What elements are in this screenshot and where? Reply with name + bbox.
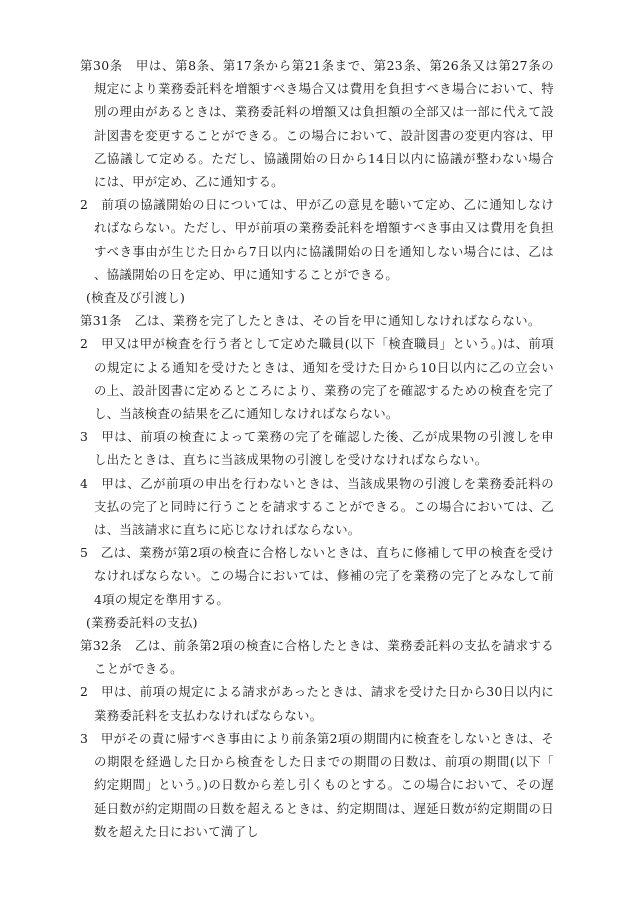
- article-31-item-5: 5 乙は、業務が第2項の検査に合格しないときは、直ちに修補して甲の検査を受けなければならない。この場合においては、修補の完了を業務の完了とみなして前4項の規定を準用する。: [80, 545, 554, 607]
- section-heading-payment: (業務委託料の支払): [86, 614, 198, 630]
- document-body: [80, 54, 554, 843]
- article-31: 第31条 乙は、業務を完了したときは、その旨を甲に通知しなければならない。: [80, 313, 541, 329]
- article-32-item-3: 3 甲がその責に帰すべき事由により前条第2項の期間内に検査をしないときは、その期限を経過した日から検査をした日までの期間の日数は、前項の期間(以下「約定期間」という。)の日数から差し引くものとする。この場合において、その遅延日数が約定期間の日数を超えるときは、約定期間は、遅延日数が約定期間の日数を超えた日において満了し: [80, 730, 554, 839]
- article-32: 第32条 乙は、前条第2項の検査に合格したときは、業務委託料の支払を請求することができる。: [80, 638, 554, 677]
- article-32-item-2: 2 甲は、前項の規定による請求があったときは、請求を受けた日から30日以内に業務委託料を支払わなければならない。: [80, 684, 554, 723]
- article-31-item-3: 3 甲は、前項の検査によって業務の完了を確認した後、乙が成果物の引渡しを申し出たときは、直ちに当該成果物の引渡しを受けなければならない。: [80, 429, 554, 468]
- section-heading-inspection: (検査及び引渡し): [86, 290, 186, 306]
- article-31-item-2: 2 甲又は甲が検査を行う者として定めた職員(以下「検査職員」という。)は、前項の規定による通知を受けたときは、通知を受けた日から10日以内に乙の立会いの上、設計図書に定めるところにより、業務の完了を確認するための検査を完了し、当該検査の結果を乙に通知しなければならない。: [80, 336, 554, 422]
- article-30-item-2: 2 前項の協議開始の日については、甲が乙の意見を聴いて定め、乙に通知しなければならない。ただし、甲が前項の業務委託料を増額すべき事由又は費用を負担すべき事由が生じた日から7日以内に協議開始の日を通知しない場合には、乙は、協議開始の日を定め、甲に通知することができる。: [80, 197, 554, 282]
- article-30: 第30条 甲は、第8条、第17条から第21条まで、第23条、第26条又は第27条の規定により業務委託料を増額すべき場合又は費用を負担すべき場合において、特別の理由があるときは、業務委託料の増額又は負担額の全部又は一部に代えて設計図書を変更することができる。この場合において、設計図書の変更内容は、甲乙協議して定める。ただし、協議開始の日から14日以内に協議が整わない場合には、甲が定め、乙に通知する。: [80, 58, 554, 190]
- article-31-item-4: 4 甲は、乙が前項の申出を行わないときは、当該成果物の引渡しを業務委託料の支払の完了と同時に行うことを請求することができる。この場合においては、乙は、当該請求に直ちに応じなければならない。: [80, 475, 554, 538]
